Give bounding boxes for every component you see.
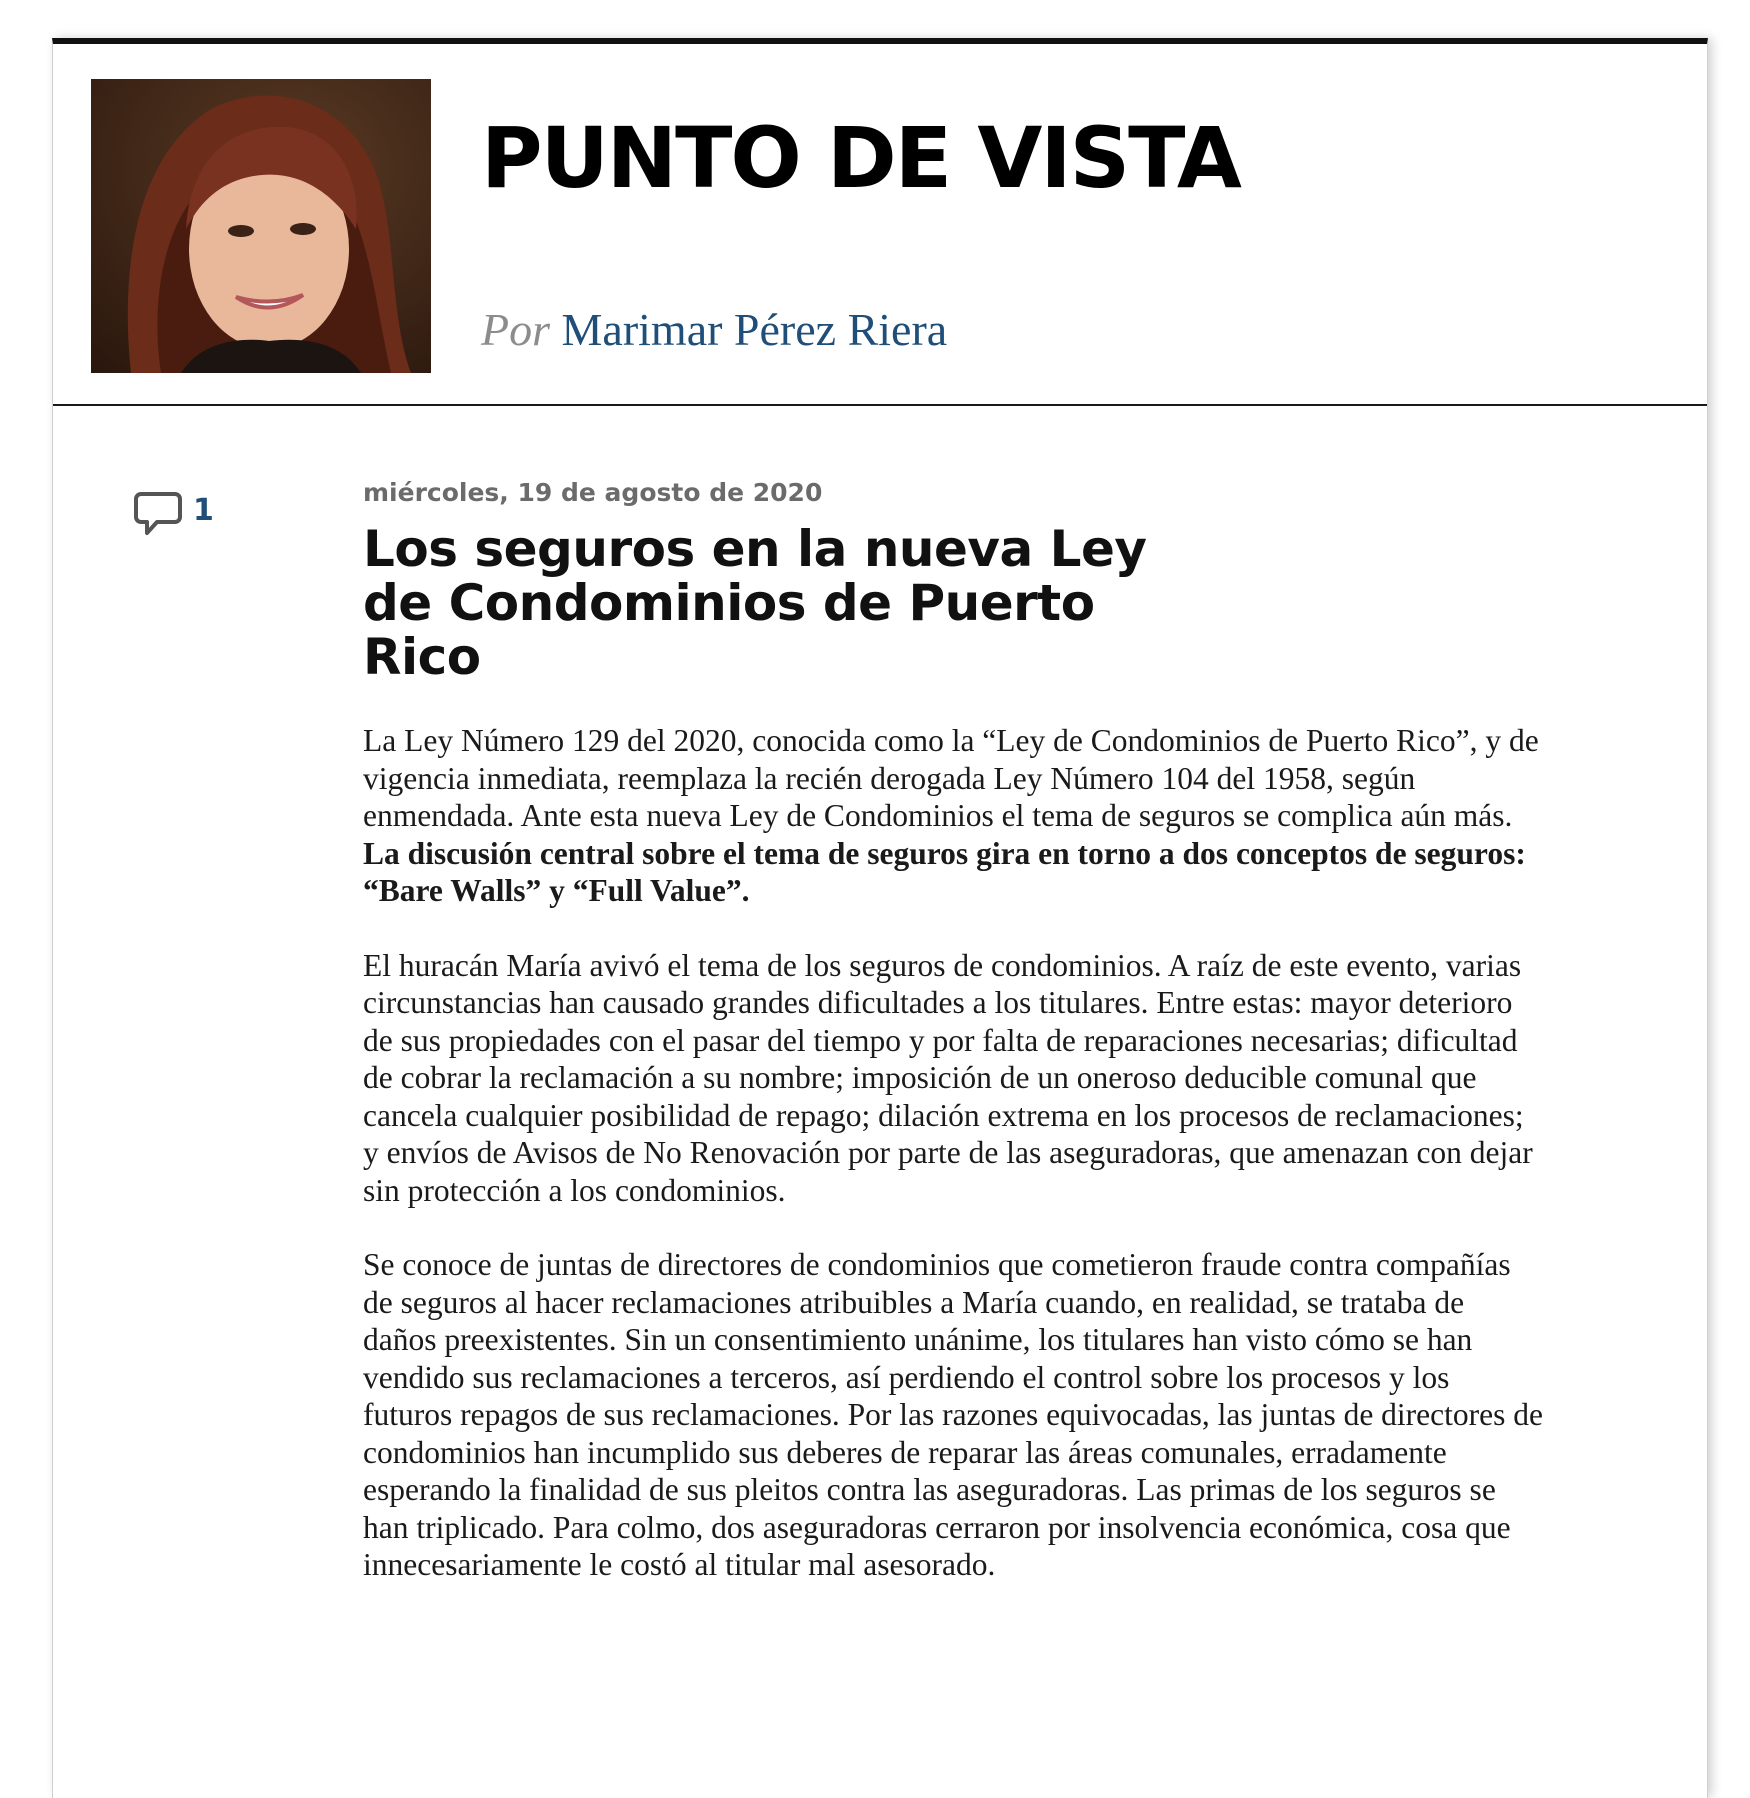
article-body bbox=[363, 478, 1543, 1621]
paragraph-1 bbox=[363, 722, 1543, 910]
speech-bubble-icon bbox=[133, 490, 183, 538]
article-title: Los seguros en la nueva Ley de Condominios de Puerto Rico bbox=[363, 520, 1147, 686]
article-card bbox=[52, 38, 1708, 1798]
column-header bbox=[53, 44, 1707, 406]
author-link[interactable]: Marimar Pérez Riera bbox=[561, 304, 948, 355]
comment-count[interactable]: 1 bbox=[193, 493, 214, 528]
column-title: PUNTO DE VISTA bbox=[481, 109, 1240, 207]
comments-link[interactable] bbox=[133, 490, 214, 538]
author-portrait bbox=[91, 79, 431, 373]
paragraph-3: Se conoce de juntas de directores de condominios que cometieron fraude contra compañías de seguros al hacer reclamaciones atribuibles a María cuando, en realidad, se trataba de daños preexistentes. Sin un consentimiento unánime, los titulares han visto cómo se han vendido sus reclamaciones a terceros, así perdiendo el control sobre los procesos y los futuros repagos de sus reclamaciones. Por las razones equivocadas, las juntas de directores de condominios han incumplido sus deberes de reparar las áreas comunales, erradamente esperando la finalidad de sus pleitos contra las aseguradoras. Las primas de los seguros se han triplicado. Para colmo, dos aseguradoras cerraron por insolvencia económica, cosa que innecesariamente le costó al titular mal asesorado. bbox=[363, 1247, 1543, 1582]
author-portrait-image bbox=[91, 79, 431, 373]
byline bbox=[481, 302, 947, 357]
article-date: miércoles, 19 de agosto de 2020 bbox=[363, 478, 823, 507]
byline-prefix: Por bbox=[481, 304, 550, 355]
paragraph-2: El huracán María avivó el tema de los seguros de condominios. A raíz de este evento, varias circunstancias han causado grandes dificultades a los titulares. Entre estas: mayor deterioro de sus propiedades con el pasar del tiempo y por falta de reparaciones necesarias; dificultad de cobrar la reclamación a su nombre; imposición de un oneroso deducible comunal que cancela cualquier posibilidad de repago; dilación extrema en los procesos de reclamaciones; y envíos de Avisos de No Renovación por parte de las aseguradoras, que amenazan con dejar sin protección a los condominios. bbox=[363, 947, 1533, 1208]
paragraph-1-bold: La discusión central sobre el tema de seguros gira en torno a dos conceptos de seguros: “Bare Walls” y “Full Value”. bbox=[363, 835, 1526, 908]
paragraph-1-text: La Ley Número 129 del 2020, conocida como la “Ley de Condominios de Puerto Rico”, y de vigencia inmediata, reemplaza la recién derogada Ley Número 104 del 1958, según enmendada. Ante esta nueva Ley de Condominios el tema de seguros se complica aún más. bbox=[363, 723, 1539, 833]
